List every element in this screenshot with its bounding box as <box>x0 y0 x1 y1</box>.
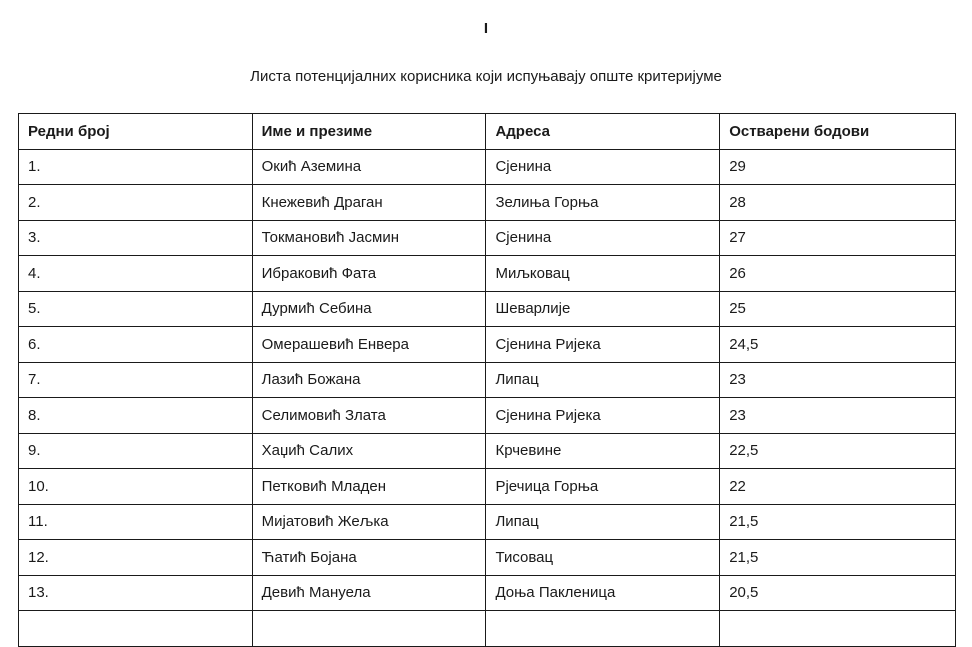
cell-name: Кнежевић Драган <box>252 185 486 221</box>
table-row <box>19 185 956 221</box>
cell-points: 22 <box>720 469 956 505</box>
table-row <box>19 433 956 469</box>
header-full-name: Име и презиме <box>252 114 486 150</box>
document-title: Листа потенцијалних корисника који испуњавају опште критеријуме <box>250 68 722 85</box>
table-row <box>19 611 956 647</box>
cell-points: 21,5 <box>720 540 956 576</box>
cell-address: Сјенина <box>486 220 720 256</box>
cell-name: Девић Мануела <box>252 575 486 611</box>
cell-rank: 12. <box>19 540 253 576</box>
table-row <box>19 327 956 363</box>
cell-name: Омерашевић Енвера <box>252 327 486 363</box>
table-row <box>19 220 956 256</box>
cell-points: 20,5 <box>720 575 956 611</box>
cell-rank: 13. <box>19 575 253 611</box>
candidates-table <box>18 113 956 647</box>
cell-rank: 2. <box>19 185 253 221</box>
cell-name <box>252 611 486 647</box>
table-row <box>19 504 956 540</box>
header-row <box>19 114 956 150</box>
cell-address: Доња Пакленица <box>486 575 720 611</box>
cell-name: Хаџић Салих <box>252 433 486 469</box>
table-row <box>19 469 956 505</box>
cell-address: Тисовац <box>486 540 720 576</box>
table-row <box>19 575 956 611</box>
cell-points: 22,5 <box>720 433 956 469</box>
cell-name: Мијатовић Жељка <box>252 504 486 540</box>
table-row <box>19 398 956 434</box>
cell-name: Селимовић Злата <box>252 398 486 434</box>
cell-points: 27 <box>720 220 956 256</box>
cell-name: Ћатић Бојана <box>252 540 486 576</box>
cell-name: Токмановић Јасмин <box>252 220 486 256</box>
cell-address: Зелиња Горња <box>486 185 720 221</box>
cell-points <box>720 611 956 647</box>
cell-name: Петковић Младен <box>252 469 486 505</box>
table-body <box>19 149 956 646</box>
cell-name: Дурмић Себина <box>252 291 486 327</box>
cell-rank: 4. <box>19 256 253 292</box>
cell-rank: 9. <box>19 433 253 469</box>
table-row <box>19 149 956 185</box>
cell-rank: 10. <box>19 469 253 505</box>
section-number: I <box>483 20 489 37</box>
cell-address: Сјенина Ријека <box>486 398 720 434</box>
cell-points: 28 <box>720 185 956 221</box>
cell-rank: 3. <box>19 220 253 256</box>
table-header <box>19 114 956 150</box>
cell-points: 23 <box>720 398 956 434</box>
cell-points: 29 <box>720 149 956 185</box>
cell-address: Миљковац <box>486 256 720 292</box>
cell-name: Окић Аземина <box>252 149 486 185</box>
table-row <box>19 256 956 292</box>
cell-rank: 8. <box>19 398 253 434</box>
cell-address <box>486 611 720 647</box>
cell-address: Липац <box>486 504 720 540</box>
cell-points: 24,5 <box>720 327 956 363</box>
cell-address: Липац <box>486 362 720 398</box>
cell-address: Крчевине <box>486 433 720 469</box>
header-points: Остварени бодови <box>720 114 956 150</box>
cell-points: 25 <box>720 291 956 327</box>
header-rank: Редни број <box>19 114 253 150</box>
cell-points: 23 <box>720 362 956 398</box>
cell-points: 21,5 <box>720 504 956 540</box>
cell-rank: 1. <box>19 149 253 185</box>
cell-rank: 7. <box>19 362 253 398</box>
table-row <box>19 291 956 327</box>
cell-rank: 11. <box>19 504 253 540</box>
table-row <box>19 540 956 576</box>
cell-address: Сјенина Ријека <box>486 327 720 363</box>
cell-address: Шеварлије <box>486 291 720 327</box>
table-row <box>19 362 956 398</box>
cell-address: Рјечица Горња <box>486 469 720 505</box>
cell-name: Лазић Божана <box>252 362 486 398</box>
header-address: Адреса <box>486 114 720 150</box>
cell-address: Сјенина <box>486 149 720 185</box>
cell-points: 26 <box>720 256 956 292</box>
cell-rank: 5. <box>19 291 253 327</box>
cell-name: Ибраковић Фата <box>252 256 486 292</box>
cell-rank: 6. <box>19 327 253 363</box>
cell-rank <box>19 611 253 647</box>
